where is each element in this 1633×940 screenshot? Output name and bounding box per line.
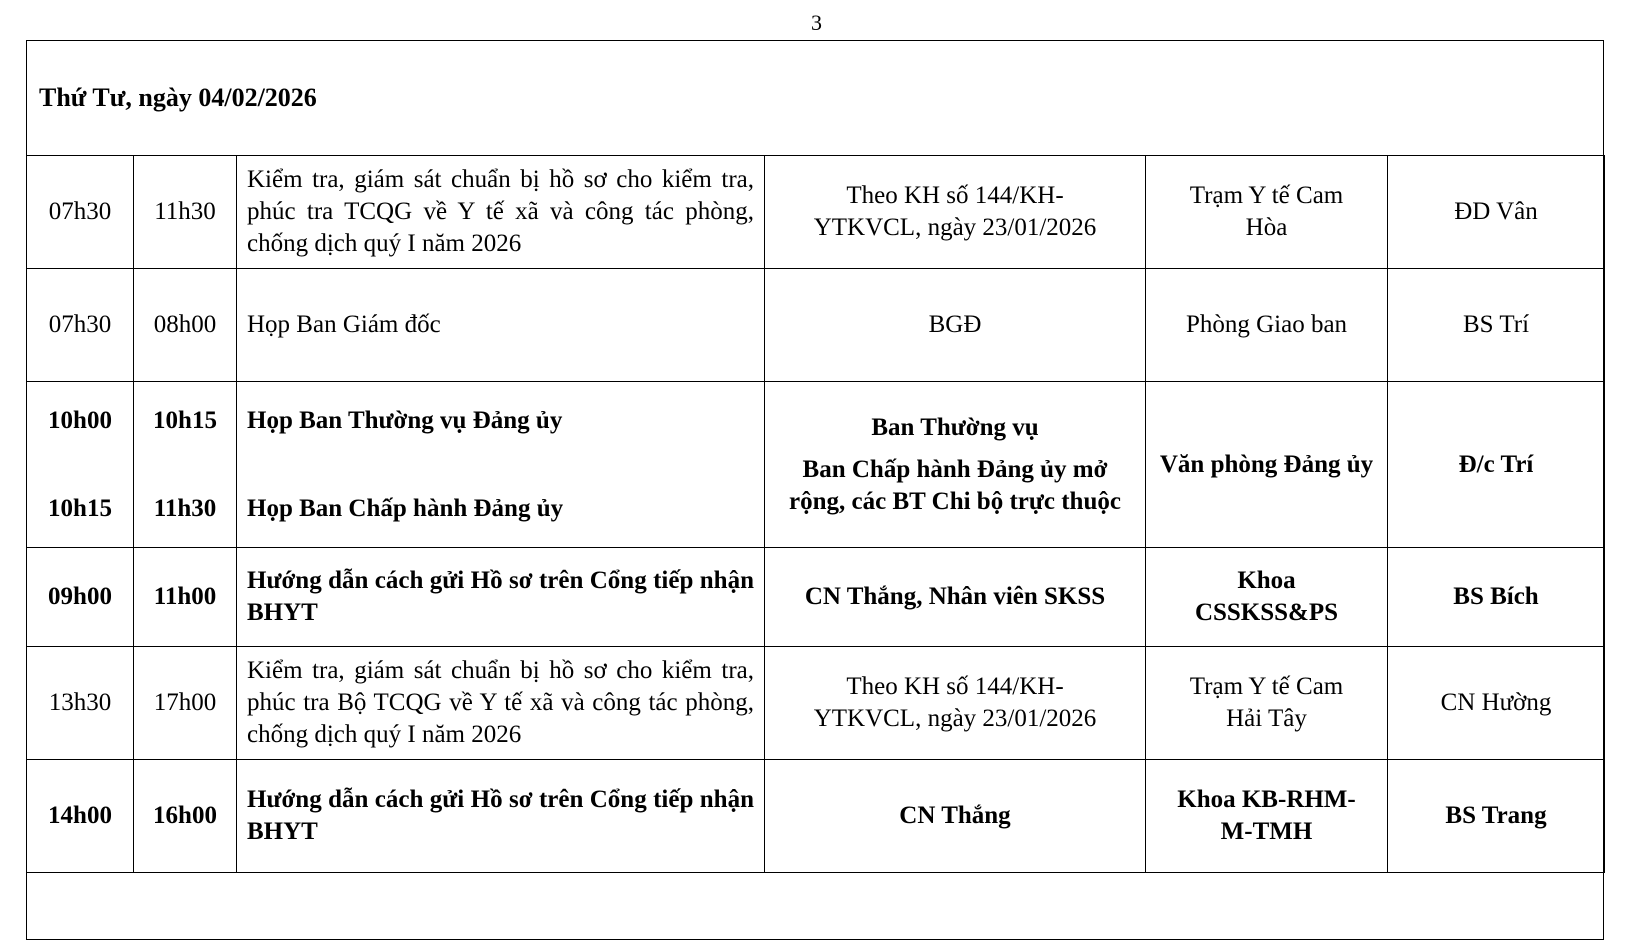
end-time: 10h15 [153, 406, 217, 434]
participants: CN Thắng, Nhân viên SKSS [765, 548, 1146, 647]
start-time: 07h30 [27, 156, 134, 269]
activity-content-cell [237, 382, 765, 548]
start-time-2: 10h15 [48, 494, 112, 522]
activity-content: Họp Ban Giám đốc [237, 269, 765, 382]
participants: Theo KH số 144/KH-YTKVCL, ngày 23/01/2026 [765, 156, 1146, 269]
end-time-2: 11h30 [153, 494, 217, 522]
location: Trạm Y tế Cam Hòa [1146, 156, 1388, 269]
table-row [27, 156, 1605, 269]
end-time: 17h00 [134, 647, 237, 760]
end-time-cell [134, 382, 237, 548]
activity-content: Hướng dẫn cách gửi Hồ sơ trên Cổng tiếp nhận BHYT [237, 760, 765, 873]
activity-content-2: Họp Ban Chấp hành Đảng ủy [247, 494, 564, 522]
chair: CN Hường [1388, 647, 1605, 760]
table-row [27, 760, 1605, 873]
start-time: 14h00 [27, 760, 134, 873]
activity-content: Kiểm tra, giám sát chuẩn bị hồ sơ cho kiểm tra, phúc tra TCQG về Y tế xã và công tác phòng, chống dịch quý I năm 2026 [237, 156, 765, 269]
table-row [27, 548, 1605, 647]
end-time: 16h00 [134, 760, 237, 873]
chair: BS Trí [1388, 269, 1605, 382]
participants: BGĐ [765, 269, 1146, 382]
start-time: 09h00 [27, 548, 134, 647]
chair: Đ/c Trí [1388, 382, 1605, 548]
chair: BS Bích [1388, 548, 1605, 647]
participants: CN Thắng [765, 760, 1146, 873]
participants-cell [765, 382, 1146, 548]
activity-content: Họp Ban Thường vụ Đảng ủy [247, 406, 563, 434]
end-time: 11h30 [134, 156, 237, 269]
end-time: 11h00 [134, 548, 237, 647]
activity-content: Hướng dẫn cách gửi Hồ sơ trên Cổng tiếp nhận BHYT [237, 548, 765, 647]
table-row [27, 647, 1605, 760]
start-time: 13h30 [27, 647, 134, 760]
start-time: 07h30 [27, 269, 134, 382]
schedule-table [26, 155, 1605, 873]
participants: Ban Thường vụ [871, 413, 1039, 441]
activity-content: Kiểm tra, giám sát chuẩn bị hồ sơ cho kiểm tra, phúc tra Bộ TCQG về Y tế xã và công tác phòng, chống dịch quý I năm 2026 [237, 647, 765, 760]
location: Văn phòng Đảng ủy [1146, 382, 1388, 548]
location: Khoa CSSKSS&PS [1146, 548, 1388, 647]
location: Phòng Giao ban [1146, 269, 1388, 382]
location: Trạm Y tế Cam Hải Tây [1146, 647, 1388, 760]
chair: ĐD Vân [1388, 156, 1605, 269]
start-time-cell [27, 382, 134, 548]
participants-2: Ban Chấp hành Đảng ủy mở rộng, các BT Chi bộ trực thuộc [789, 455, 1121, 515]
table-row [27, 382, 1605, 548]
table-row [27, 269, 1605, 382]
day-header: Thứ Tư, ngày 04/02/2026 [39, 82, 317, 112]
location: Khoa KB-RHM-M-TMH [1146, 760, 1388, 873]
end-time: 08h00 [134, 269, 237, 382]
start-time: 10h00 [48, 406, 112, 434]
chair: BS Trang [1388, 760, 1605, 873]
page-number: 3 [811, 10, 822, 35]
participants: Theo KH số 144/KH-YTKVCL, ngày 23/01/2026 [765, 647, 1146, 760]
